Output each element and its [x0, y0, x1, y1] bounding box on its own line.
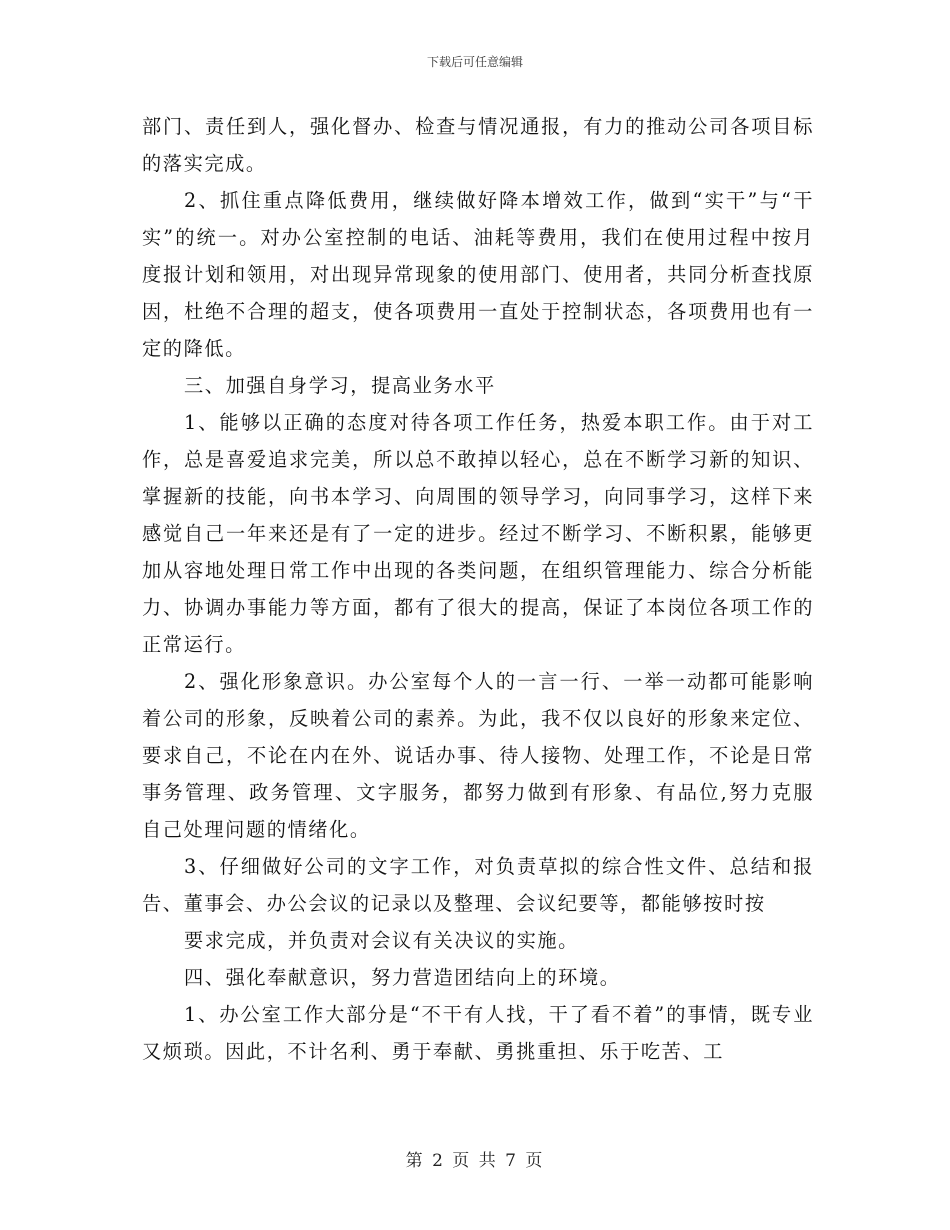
- paragraph-2: 2、抓住重点降低费用，继续做好降本增效工作，做到“实干”与“干实”的统一。对办公室控制的电话、油耗等费用，我们在使用过程中按月度报计划和领用，对出现异常现象的使用部门、使用者，共同分析查找原因，杜绝不合理的超支，使各项费用一直处于控制状态，各项费用也有一定的降低。: [142, 189, 814, 360]
- page-number-footer: 第 2 页 共 7 页: [405, 1151, 545, 1171]
- paragraph-5: 2、强化形象意识。办公室每个人的一言一行、一举一动都可能影响着公司的形象，反映着公司的素养。为此，我不仅以良好的形象来定位、要求自己，不论在内在外、说话办事、待人接物、处理工作，不论是日常事务管理、政务管理、文字服务，都努力做到有形象、有品位,努力克服自己处理问题的情绪化。: [142, 670, 814, 841]
- paragraph-6: 3、仔细做好公司的文字工作，对负责草拟的综合性文件、总结和报告、董事会、办公会议的记录以及整理、会议纪要等，都能够按时按: [142, 855, 814, 915]
- paragraph-1: 部门、责任到人，强化督办、检查与情况通报，有力的推动公司各项目标的落实完成。: [142, 115, 814, 175]
- paragraph-7: 要求完成，并负责对会议有关决议的实施。: [184, 929, 579, 952]
- section-heading-3: 三、加强自身学习，提高业务水平: [184, 374, 496, 397]
- paragraph-4: 1、能够以正确的态度对待各项工作任务，热爱本职工作。由于对工作，总是喜爱追求完美，所以总不敢掉以轻心，总在不断学习新的知识、掌握新的技能，向书本学习、向周围的领导学习，向同事学习，这样下来感觉自己一年来还是有了一定的进步。经过不断学习、不断积累，能够更加从容地处理日常工作中出现的各类问题，在组织管理能力、综合分析能力、协调办事能力等方面，都有了很大的提高，保证了本岗位各项工作的正常运行。: [142, 411, 814, 656]
- section-heading-4: 四、强化奉献意识，努力营造团结向上的环境。: [184, 966, 621, 989]
- document-body: [142, 108, 814, 1070]
- paragraph-9: 1、办公室工作大部分是“不干有人找，干了看不着”的事情，既专业又烦琐。因此，不计名利、勇于奉献、勇挑重担、乐于吃苦、工: [142, 1003, 814, 1063]
- page-header: 下载后可任意编辑: [426, 55, 523, 69]
